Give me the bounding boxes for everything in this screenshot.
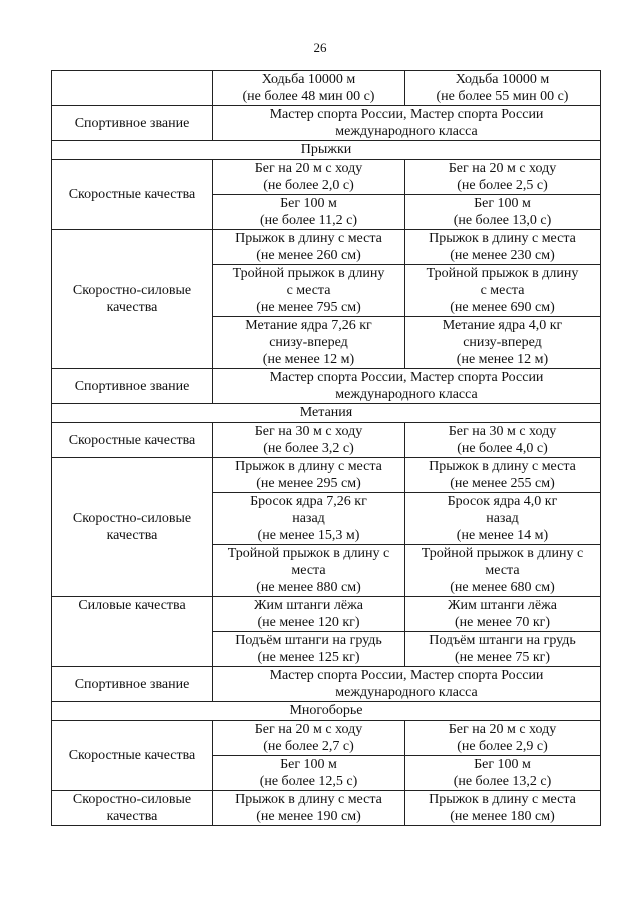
sport-title-cell-line: Мастер спорта России, Мастер спорта России (269, 668, 544, 683)
sport-title-cell-line: международного класса (335, 685, 478, 700)
men-norm-cell (213, 71, 405, 106)
women-norm-cell-line: (не более 13,0 с) (453, 213, 552, 228)
women-norm-cell-line: Бег на 30 м с ходу (448, 424, 557, 439)
women-norm-cell (405, 493, 601, 545)
women-norm-cell-line: (не менее 690 см) (450, 300, 555, 315)
sport-title-cell (213, 667, 601, 702)
men-norm-cell (213, 756, 405, 791)
men-norm-cell (213, 791, 405, 826)
men-norm-cell (213, 493, 405, 545)
men-norm-cell (213, 545, 405, 597)
men-norm-cell-line: места (291, 563, 326, 578)
quality-cell-line: Скоростные качества (68, 432, 196, 448)
table-row (52, 230, 601, 265)
men-norm-cell-line: Бег 100 м (280, 757, 337, 772)
men-norm-cell-line: (не менее 795 см) (256, 300, 361, 315)
men-norm-cell-line: (не более 2,7 с) (263, 739, 354, 754)
standards-table (51, 70, 601, 826)
table-row (52, 423, 601, 458)
women-norm-cell-line: Прыжок в длину с места (429, 792, 576, 807)
quality-cell-line: Скоростно-силовые (72, 792, 192, 807)
men-norm-cell (213, 597, 405, 632)
women-norm-cell-line: (не более 13,2 с) (453, 774, 552, 789)
table-row (52, 667, 601, 702)
men-norm-cell-line: Бег на 20 м с ходу (254, 722, 363, 737)
section-heading: Прыжки (52, 141, 601, 160)
quality-cell (52, 230, 213, 369)
women-norm-cell (405, 71, 601, 106)
men-norm-cell (213, 632, 405, 667)
men-norm-cell-line: Метание ядра 7,26 кг (245, 318, 372, 333)
men-norm-cell-line: Ходьба 10000 м (261, 72, 356, 87)
women-norm-cell-line: Бег на 20 м с ходу (448, 722, 557, 737)
quality-cell (52, 106, 213, 141)
quality-cell-line: Спортивное звание (74, 378, 190, 394)
page-number: 26 (313, 40, 327, 55)
quality-cell-line: Скоростно-силовые (72, 283, 192, 298)
table-row (52, 458, 601, 493)
women-norm-cell-line: (не более 55 мин 00 с) (436, 89, 569, 104)
sport-title-cell-line: международного класса (335, 387, 478, 402)
women-norm-cell-line: (не более 4,0 с) (457, 441, 548, 456)
men-norm-cell-line: Прыжок в длину с места (235, 231, 382, 246)
women-norm-cell (405, 195, 601, 230)
men-norm-cell-line: (не более 12,5 с) (259, 774, 358, 789)
women-norm-cell-line: (не менее 680 см) (450, 580, 555, 595)
table-row (52, 106, 601, 141)
section-heading: Многоборье (52, 702, 601, 721)
men-norm-cell-line: (не менее 260 см) (256, 248, 361, 263)
quality-cell-line: Скоростные качества (68, 187, 196, 202)
women-norm-cell (405, 721, 601, 756)
women-norm-cell-line: Бросок ядра 4,0 кг (447, 494, 558, 509)
sport-title-cell (213, 369, 601, 404)
standards-table-body (52, 71, 601, 826)
sport-title-cell-line: Мастер спорта России, Мастер спорта России (269, 107, 544, 122)
women-norm-cell (405, 160, 601, 195)
women-norm-cell-line: (не менее 230 см) (450, 248, 555, 263)
men-norm-cell-line: (не более 11,2 с) (259, 213, 358, 228)
men-norm-cell-line: (не более 3,2 с) (263, 441, 354, 456)
men-norm-cell-line: Бросок ядра 7,26 кг (250, 494, 367, 509)
table-row (52, 721, 601, 756)
sport-title-cell (213, 106, 601, 141)
women-norm-cell-line: Прыжок в длину с места (429, 231, 576, 246)
women-norm-cell-line: Тройной прыжок в длину (426, 266, 579, 281)
women-norm-cell (405, 597, 601, 632)
table-row (52, 791, 601, 826)
men-norm-cell-line: с места (286, 283, 331, 298)
women-norm-cell-line: назад (486, 511, 519, 526)
women-norm-cell-line: (не менее 75 кг) (454, 650, 551, 665)
women-norm-cell-line: Бег 100 м (474, 196, 531, 211)
women-norm-cell-line: (не менее 14 м) (456, 528, 549, 543)
women-norm-cell (405, 756, 601, 791)
sport-title-cell-line: Мастер спорта России, Мастер спорта России (269, 370, 544, 385)
men-norm-cell (213, 265, 405, 317)
men-norm-cell-line: (не менее 880 см) (256, 580, 361, 595)
men-norm-cell (213, 230, 405, 265)
men-norm-cell (213, 160, 405, 195)
women-norm-cell (405, 230, 601, 265)
quality-cell-line: Спортивное звание (74, 115, 190, 131)
men-norm-cell (213, 458, 405, 493)
men-norm-cell-line: Прыжок в длину с места (235, 792, 382, 807)
men-norm-cell-line: (не более 48 мин 00 с) (242, 89, 375, 104)
men-norm-cell-line: (не менее 190 см) (256, 809, 361, 824)
men-norm-cell-line: (не менее 15,3 м) (257, 528, 360, 543)
section-heading: Метания (52, 404, 601, 423)
men-norm-cell-line: Подъём штанги на грудь (235, 633, 382, 648)
table-row (52, 597, 601, 632)
men-norm-cell (213, 423, 405, 458)
quality-cell (52, 423, 213, 458)
women-norm-cell (405, 423, 601, 458)
quality-cell-line: качества (106, 528, 158, 543)
quality-cell (52, 160, 213, 230)
quality-cell (52, 667, 213, 702)
quality-cell (52, 721, 213, 791)
men-norm-cell-line: Бег на 20 м с ходу (254, 161, 363, 176)
women-norm-cell (405, 265, 601, 317)
quality-cell (52, 458, 213, 597)
women-norm-cell-line: (не менее 255 см) (450, 476, 555, 491)
quality-cell (52, 369, 213, 404)
men-norm-cell (213, 721, 405, 756)
women-norm-cell-line: (не менее 180 см) (450, 809, 555, 824)
men-norm-cell-line: Бег 100 м (280, 196, 337, 211)
table-row (52, 160, 601, 195)
women-norm-cell-line: (не более 2,5 с) (457, 178, 548, 193)
men-norm-cell-line: снизу-вперед (269, 335, 348, 350)
men-norm-cell-line: Жим штанги лёжа (254, 598, 363, 613)
table-row (52, 404, 601, 423)
quality-cell-line: Скоростно-силовые (72, 511, 192, 526)
men-norm-cell-line: Тройной прыжок в длину с (227, 546, 390, 561)
women-norm-cell-line: (не менее 70 кг) (454, 615, 551, 630)
men-norm-cell (213, 195, 405, 230)
women-norm-cell (405, 632, 601, 667)
women-norm-cell (405, 791, 601, 826)
women-norm-cell-line: Подъём штанги на грудь (429, 633, 576, 648)
quality-cell-line: Скоростные качества (68, 748, 196, 763)
table-row (52, 702, 601, 721)
quality-cell-line: Спортивное звание (74, 676, 190, 692)
men-norm-cell-line: (не более 2,0 с) (263, 178, 354, 193)
quality-cell-line: качества (106, 300, 158, 315)
quality-cell (52, 791, 213, 826)
men-norm-cell-line: (не менее 12 м) (262, 352, 355, 367)
women-norm-cell (405, 545, 601, 597)
quality-cell (52, 597, 213, 667)
women-norm-cell-line: Бег 100 м (474, 757, 531, 772)
women-norm-cell-line: (не более 2,9 с) (457, 739, 548, 754)
table-row (52, 141, 601, 160)
women-norm-cell-line: Тройной прыжок в длину с (421, 546, 584, 561)
men-norm-cell-line: (не менее 295 см) (256, 476, 361, 491)
women-norm-cell-line: снизу-вперед (463, 335, 542, 350)
women-norm-cell-line: Ходьба 10000 м (455, 72, 550, 87)
men-norm-cell-line: назад (292, 511, 325, 526)
men-norm-cell-line: Бег на 30 м с ходу (254, 424, 363, 439)
men-norm-cell-line: Прыжок в длину с места (235, 459, 382, 474)
table-row (52, 369, 601, 404)
table-row (52, 71, 601, 106)
quality-cell-line: Силовые качества (78, 598, 186, 613)
women-norm-cell-line: Бег на 20 м с ходу (448, 161, 557, 176)
quality-cell-line: качества (106, 809, 158, 824)
women-norm-cell (405, 317, 601, 369)
men-norm-cell-line: (не менее 120 кг) (257, 615, 360, 630)
men-norm-cell (213, 317, 405, 369)
sport-title-cell-line: международного класса (335, 124, 478, 139)
quality-cell (52, 71, 213, 106)
women-norm-cell-line: с места (480, 283, 525, 298)
women-norm-cell-line: Прыжок в длину с места (429, 459, 576, 474)
men-norm-cell-line: (не менее 125 кг) (257, 650, 360, 665)
women-norm-cell (405, 458, 601, 493)
men-norm-cell-line: Тройной прыжок в длину (232, 266, 385, 281)
women-norm-cell-line: Метание ядра 4,0 кг (442, 318, 563, 333)
women-norm-cell-line: (не менее 12 м) (456, 352, 549, 367)
women-norm-cell-line: Жим штанги лёжа (448, 598, 557, 613)
women-norm-cell-line: места (485, 563, 520, 578)
